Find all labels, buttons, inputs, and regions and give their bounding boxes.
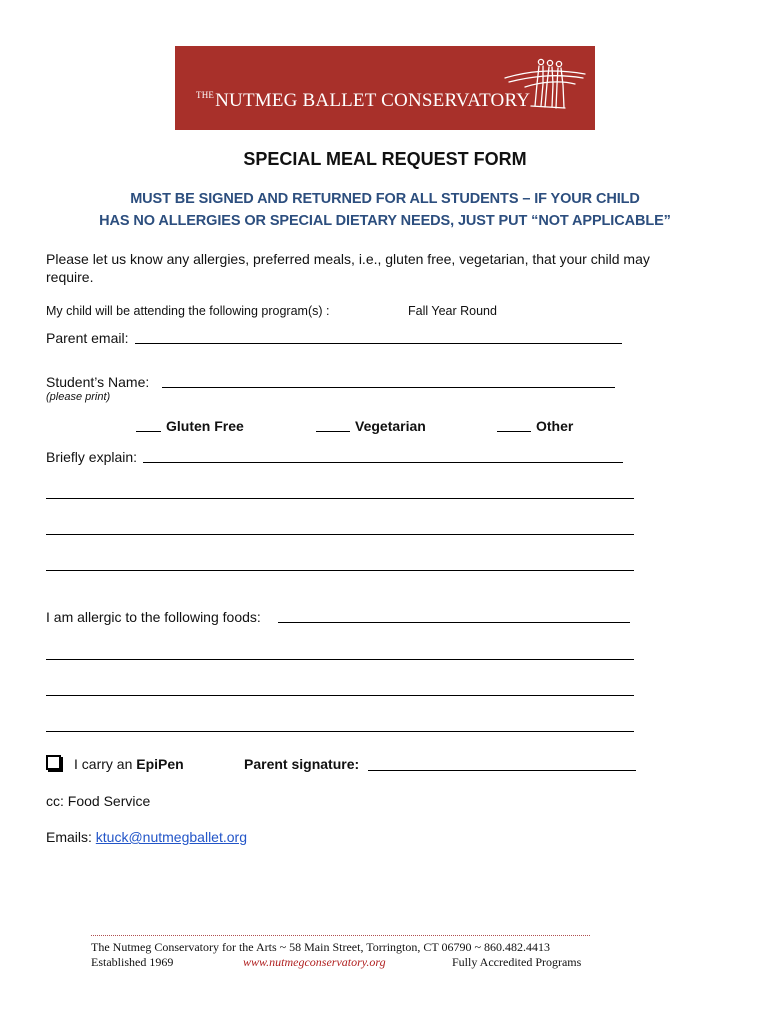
student-name-label: Student’s Name:	[46, 374, 150, 390]
option-vegetarian[interactable]: Vegetarian	[316, 418, 426, 434]
logo-wordmark: $^{THE}$NUTMEG BALLET CONSERVATORY	[196, 90, 531, 111]
option-other[interactable]: Other	[497, 418, 573, 434]
cc-food-service: cc: Food Service	[46, 793, 151, 809]
footer-divider	[91, 935, 590, 936]
epipen-checkbox[interactable]	[46, 755, 61, 770]
allergic-foods-field[interactable]	[278, 622, 630, 623]
student-name-field[interactable]	[162, 387, 615, 388]
page-title: SPECIAL MEAL REQUEST FORM	[243, 149, 527, 169]
footer-established: Established 1969	[91, 955, 174, 969]
explain-line-4[interactable]	[46, 570, 634, 571]
intro-text: Please let us know any allergies, preferred meals, i.e., gluten free, vegetarian, that your child may require.	[46, 251, 650, 285]
parent-email-field[interactable]	[135, 343, 622, 344]
explain-line-2[interactable]	[46, 498, 634, 499]
allergic-line-3[interactable]	[46, 695, 634, 696]
allergic-line-4[interactable]	[46, 731, 634, 732]
allergic-line-2[interactable]	[46, 659, 634, 660]
footer-accredited: Fully Accredited Programs	[452, 955, 582, 969]
program-label: My child will be attending the following program(s) :	[46, 304, 330, 318]
gluten-free-blank[interactable]	[136, 418, 161, 432]
instruction-line-2: HAS NO ALLERGIES OR SPECIAL DIETARY NEEDS, JUST PUT “NOT APPLICABLE”	[99, 213, 671, 229]
dancers-logo-icon	[495, 54, 587, 112]
epipen-label: I carry an EpiPen	[74, 756, 184, 772]
briefly-explain-field[interactable]	[143, 462, 623, 463]
footer-website-link[interactable]: www.nutmegconservatory.org	[243, 955, 386, 969]
email-link[interactable]: ktuck@nutmegballet.org	[95, 829, 247, 845]
header-banner	[175, 46, 595, 130]
footer-address: The Nutmeg Conservatory for the Arts ~ 58 Main Street, Torrington, CT 06790 ~ 860.482.4413	[91, 940, 550, 954]
briefly-explain-label: Briefly explain:	[46, 449, 138, 465]
vegetarian-blank[interactable]	[316, 418, 350, 432]
explain-line-3[interactable]	[46, 534, 634, 535]
other-blank[interactable]	[497, 418, 531, 432]
parent-signature-field[interactable]	[368, 770, 636, 771]
please-print-hint: (please print)	[46, 391, 111, 403]
allergic-foods-label: I am allergic to the following foods:	[46, 609, 261, 625]
instruction-line-1: MUST BE SIGNED AND RETURNED FOR ALL STUDENTS – IF YOUR CHILD	[130, 191, 640, 207]
option-gluten-free[interactable]: Gluten Free	[136, 418, 244, 434]
parent-signature-label: Parent signature:	[244, 756, 360, 772]
emails-line: Emails: ktuck@nutmegballet.org	[46, 829, 247, 845]
program-value: Fall Year Round	[408, 304, 497, 318]
parent-email-label: Parent email:	[46, 330, 129, 346]
